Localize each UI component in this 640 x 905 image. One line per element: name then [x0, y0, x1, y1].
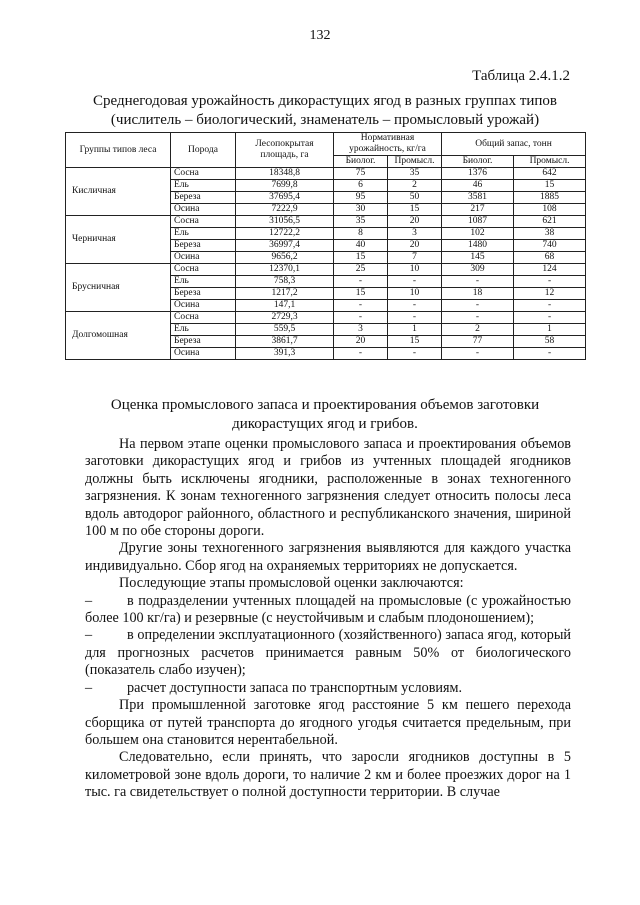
yield-bio-cell: 35: [334, 216, 388, 228]
area-cell: 3861,7: [236, 336, 334, 348]
group-name-cell: Брусничная: [66, 264, 171, 312]
stock-bio-cell: 217: [442, 204, 514, 216]
table-row: [66, 264, 586, 276]
table-title: [60, 92, 590, 130]
species-cell: Ель: [171, 276, 236, 288]
header-yield: Нормативная урожайность, кг/га: [334, 133, 442, 156]
yield-bio-cell: 25: [334, 264, 388, 276]
header-stock-bio: Биолог.: [442, 156, 514, 168]
stock-bio-cell: -: [442, 312, 514, 324]
group-name-cell: Черничная: [66, 216, 171, 264]
area-cell: 36997,4: [236, 240, 334, 252]
stock-comm-cell: 621: [514, 216, 586, 228]
list-item: [85, 627, 571, 679]
yield-bio-cell: 30: [334, 204, 388, 216]
dash-marker: –: [85, 592, 93, 609]
paragraph: Другие зоны техногенного загрязнения выявляются для каждого участка индивидуально. Сбор ягод на охраняемых территориях не допускается.: [85, 540, 571, 574]
area-cell: 37695,4: [236, 192, 334, 204]
group-name-cell: Кисличная: [66, 168, 171, 216]
stock-bio-cell: 77: [442, 336, 514, 348]
yield-bio-cell: 8: [334, 228, 388, 240]
stock-comm-cell: 108: [514, 204, 586, 216]
yield-comm-cell: 7: [388, 252, 442, 264]
yield-comm-cell: 35: [388, 168, 442, 180]
yield-comm-cell: 15: [388, 204, 442, 216]
yield-bio-cell: 95: [334, 192, 388, 204]
list-item: [85, 680, 571, 697]
stock-bio-cell: 3581: [442, 192, 514, 204]
area-cell: 31056,5: [236, 216, 334, 228]
table-label: Таблица 2.4.1.2: [472, 68, 570, 84]
header-group: Группы типов леса: [66, 133, 171, 168]
section-heading: [60, 396, 590, 434]
area-cell: 12370,1: [236, 264, 334, 276]
table-row: [66, 312, 586, 324]
stock-comm-cell: 1: [514, 324, 586, 336]
header-stock-comm: Промысл.: [514, 156, 586, 168]
header-yield-bio: Биолог.: [334, 156, 388, 168]
species-cell: Осина: [171, 204, 236, 216]
stock-comm-cell: 740: [514, 240, 586, 252]
stock-comm-cell: 124: [514, 264, 586, 276]
stock-bio-cell: 102: [442, 228, 514, 240]
yield-bio-cell: 6: [334, 180, 388, 192]
stock-comm-cell: 642: [514, 168, 586, 180]
section-heading-line: Оценка промыслового запаса и проектирования объемов заготовки: [110, 397, 540, 413]
species-cell: Береза: [171, 288, 236, 300]
header-species: Порода: [171, 133, 236, 168]
yield-bio-cell: 3: [334, 324, 388, 336]
yield-bio-cell: -: [334, 348, 388, 360]
list-item-text: в подразделении учтенных площадей на промысловые (с урожайностью более 100 кг/га) и резервные (с неустойчивым и слабым плодоношением);: [85, 592, 571, 627]
stock-bio-cell: 46: [442, 180, 514, 192]
stock-comm-cell: -: [514, 276, 586, 288]
table-title-line: Среднегодовая урожайность дикорастущих ягод в разных группах типов: [92, 93, 558, 109]
yield-comm-cell: -: [388, 300, 442, 312]
area-cell: 2729,3: [236, 312, 334, 324]
stock-comm-cell: -: [514, 300, 586, 312]
species-cell: Ель: [171, 180, 236, 192]
table-body: [66, 168, 586, 360]
species-cell: Береза: [171, 192, 236, 204]
area-cell: 7699,8: [236, 180, 334, 192]
paragraph: Последующие этапы промысловой оценки заключаются:: [119, 575, 464, 592]
area-cell: 9656,2: [236, 252, 334, 264]
species-cell: Сосна: [171, 216, 236, 228]
stock-comm-cell: -: [514, 312, 586, 324]
stock-comm-cell: 68: [514, 252, 586, 264]
species-cell: Ель: [171, 228, 236, 240]
area-cell: 391,3: [236, 348, 334, 360]
header-area: Лесопокрытая площадь, га: [236, 133, 334, 168]
stock-bio-cell: -: [442, 276, 514, 288]
species-cell: Осина: [171, 300, 236, 312]
area-cell: 18348,8: [236, 168, 334, 180]
species-cell: Ель: [171, 324, 236, 336]
stock-bio-cell: -: [442, 300, 514, 312]
section-heading-line: дикорастущих ягод и грибов.: [232, 416, 418, 432]
yield-bio-cell: -: [334, 300, 388, 312]
yield-comm-cell: 20: [388, 216, 442, 228]
stock-comm-cell: 12: [514, 288, 586, 300]
species-cell: Сосна: [171, 264, 236, 276]
yield-comm-cell: 20: [388, 240, 442, 252]
yield-bio-cell: 15: [334, 252, 388, 264]
yield-bio-cell: -: [334, 276, 388, 288]
area-cell: 147,1: [236, 300, 334, 312]
yield-comm-cell: -: [388, 348, 442, 360]
body-text: [85, 436, 571, 802]
yield-comm-cell: -: [388, 276, 442, 288]
paragraph: Следовательно, если принять, что заросли ягодников доступны в 5 километровой зоне вдоль дороги, то наличие 2 км и более проезжих дорог на 1 тыс. га свидетельствует о полной доступности территории. В случае: [85, 749, 571, 801]
stock-bio-cell: 1480: [442, 240, 514, 252]
stock-bio-cell: -: [442, 348, 514, 360]
yield-comm-cell: 50: [388, 192, 442, 204]
dash-marker: –: [85, 627, 93, 644]
area-cell: 758,3: [236, 276, 334, 288]
stock-bio-cell: 1087: [442, 216, 514, 228]
yield-bio-cell: -: [334, 312, 388, 324]
list-item: [85, 593, 571, 628]
stock-comm-cell: 38: [514, 228, 586, 240]
area-cell: 1217,2: [236, 288, 334, 300]
table-row: [66, 168, 586, 180]
stock-comm-cell: -: [514, 348, 586, 360]
paragraph: На первом этапе оценки промыслового запаса и проектирования объемов заготовки дикорастущих ягод и грибов из учтенных площадей ягодников должны быть исключены ягодники, расположенные в зонах техногенного загрязнения. К зонам техногенного загрязнения следует относить полосы леса вдоль автодорог районного, областного и республиканского значения, шириной 100 м по обе стороны дороги.: [85, 436, 571, 540]
list-item-text: расчет доступности запаса по транспортным условиям.: [127, 679, 463, 696]
yield-comm-cell: 10: [388, 264, 442, 276]
stock-comm-cell: 15: [514, 180, 586, 192]
stock-comm-cell: 58: [514, 336, 586, 348]
species-cell: Сосна: [171, 312, 236, 324]
yield-comm-cell: 10: [388, 288, 442, 300]
stock-bio-cell: 1376: [442, 168, 514, 180]
yield-bio-cell: 15: [334, 288, 388, 300]
species-cell: Береза: [171, 336, 236, 348]
header-yield-comm: Промысл.: [388, 156, 442, 168]
yield-comm-cell: 15: [388, 336, 442, 348]
area-cell: 559,5: [236, 324, 334, 336]
species-cell: Сосна: [171, 168, 236, 180]
species-cell: Осина: [171, 252, 236, 264]
yield-bio-cell: 20: [334, 336, 388, 348]
area-cell: 12722,2: [236, 228, 334, 240]
dash-marker: –: [85, 679, 93, 696]
list-item-text: в определении эксплуатационного (хозяйственного) запаса ягод, который для прогнозных расчетов принимается равным 50% от биологического (показатель слабо изучен);: [85, 627, 571, 679]
yield-bio-cell: 40: [334, 240, 388, 252]
yield-table: [65, 132, 586, 360]
table-title-line: (числитель – биологический, знаменатель – промысловый урожай): [110, 112, 540, 128]
stock-bio-cell: 145: [442, 252, 514, 264]
yield-bio-cell: 75: [334, 168, 388, 180]
page-number: 132: [309, 28, 331, 43]
header-stock: Общий запас, тонн: [442, 133, 586, 156]
group-name-cell: Долгомошная: [66, 312, 171, 360]
yield-comm-cell: 3: [388, 228, 442, 240]
yield-comm-cell: 2: [388, 180, 442, 192]
stock-bio-cell: 309: [442, 264, 514, 276]
yield-comm-cell: 1: [388, 324, 442, 336]
species-cell: Береза: [171, 240, 236, 252]
area-cell: 7222,9: [236, 204, 334, 216]
yield-comm-cell: -: [388, 312, 442, 324]
paragraph: При промышленной заготовке ягод расстояние 5 км пешего перехода сборщика от путей транспорта до ягодного угодья считается предельным, при большем она становится нерентабельной.: [85, 697, 571, 748]
species-cell: Осина: [171, 348, 236, 360]
stock-bio-cell: 2: [442, 324, 514, 336]
table-row: [66, 216, 586, 228]
stock-bio-cell: 18: [442, 288, 514, 300]
stock-comm-cell: 1885: [514, 192, 586, 204]
